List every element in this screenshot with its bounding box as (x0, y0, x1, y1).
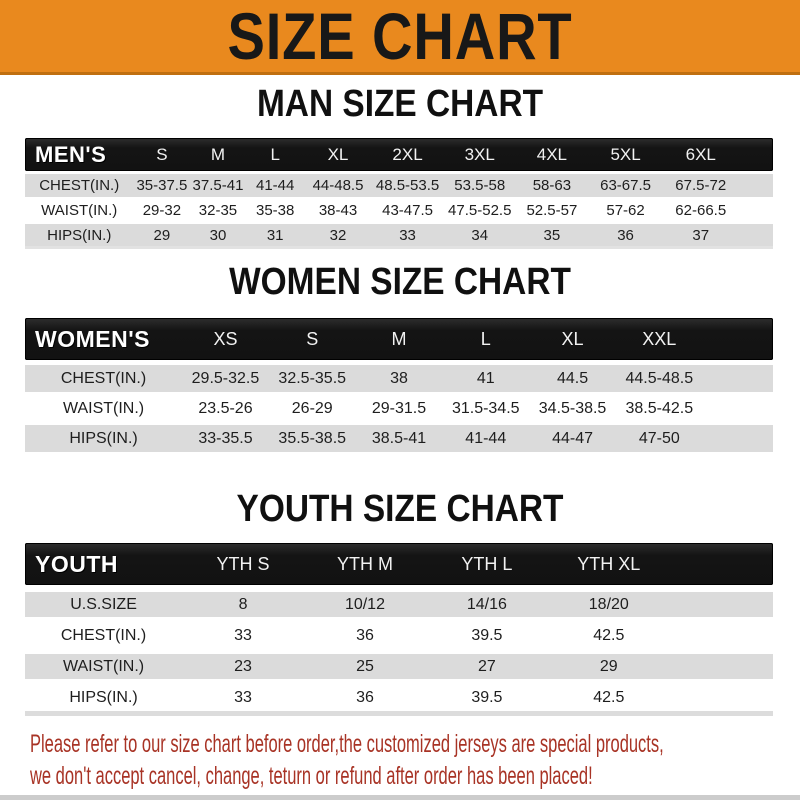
men-hips-row (25, 224, 773, 247)
women-table-header-row (25, 318, 773, 360)
cell-value: 26-29 (291, 399, 333, 417)
youth-waist-row (25, 654, 773, 679)
youth-column-header: YTH M (336, 553, 393, 574)
men-column-header: 5XL (610, 144, 641, 164)
women-column-header: XXL (642, 328, 677, 349)
men-column-header: 6XL (685, 144, 716, 164)
cell-value: 18/20 (588, 595, 629, 613)
cell-value: 33 (399, 227, 416, 244)
footer-note (30, 728, 800, 792)
footer-line-2: we don't accept cancel, change, teturn or refund after order has been placed! (30, 762, 593, 790)
cell-value: 23 (234, 657, 252, 675)
women-column-header: L (480, 328, 491, 349)
row-label: CHEST(IN.) (60, 369, 147, 387)
youth-chest-row (25, 623, 773, 648)
youth-section-heading: YOUTH SIZE CHART (236, 488, 564, 530)
cell-value: 44.5 (556, 369, 589, 387)
cell-value: 57-62 (606, 202, 645, 219)
row-label: CHEST(IN.) (39, 177, 120, 194)
men-column-header: M (210, 144, 226, 164)
men-waist-row (25, 199, 773, 222)
men-column-header: L (270, 144, 280, 164)
bottom-edge-strip (0, 795, 800, 800)
footer-line-1: Please refer to our size chart before order,the customized jerseys are special products, (30, 730, 664, 758)
cell-value: 39.5 (471, 626, 503, 644)
cell-value: 29 (599, 657, 618, 675)
cell-value: 10/12 (344, 595, 385, 613)
men-table-title: MEN'S (35, 141, 107, 167)
cell-value: 35-38 (255, 202, 295, 219)
cell-value: 39.5 (471, 688, 503, 706)
women-chest-row (25, 365, 773, 392)
cell-value: 33 (234, 688, 252, 706)
women-column-header: M (391, 328, 407, 349)
cell-value: 23.5-26 (198, 399, 253, 417)
youth-table-title: YOUTH (35, 550, 118, 577)
men-column-header: XL (327, 144, 349, 164)
row-label: WAIST(IN.) (62, 657, 145, 675)
men-column-header: 3XL (464, 144, 495, 164)
cell-value: 34.5-38.5 (538, 399, 607, 417)
cell-value: 32-35 (198, 202, 238, 219)
cell-value: 8 (238, 595, 248, 613)
cell-value: 37.5-41 (192, 177, 244, 194)
cell-value: 58-63 (532, 177, 572, 194)
women-column-header: XS (213, 328, 238, 349)
cell-value: 43-47.5 (382, 202, 433, 219)
youth-size-table (25, 543, 773, 716)
cell-value: 41-44 (465, 429, 507, 447)
women-column-header: S (306, 328, 319, 349)
cell-value: 67.5-72 (675, 177, 727, 194)
cell-value: 44-47 (552, 429, 593, 447)
men-chest-row (25, 174, 773, 197)
cell-value: 38 (390, 369, 408, 387)
cell-value: 47.5-52.5 (448, 202, 512, 219)
cell-value: 27 (477, 657, 496, 675)
cell-value: 37 (692, 227, 710, 244)
cell-value: 31.5-34.5 (451, 399, 520, 417)
women-size-table (25, 318, 773, 455)
women-table-title: WOMEN'S (35, 325, 151, 352)
cell-value: 38.5-42.5 (625, 399, 694, 417)
youth-column-header: YTH L (461, 553, 513, 574)
men-table-bottom-divider (25, 246, 773, 249)
cell-value: 62-66.5 (675, 202, 727, 219)
men-table-header-row (25, 138, 773, 171)
cell-value: 34 (471, 227, 489, 244)
youth-ussize-row (25, 592, 773, 617)
cell-value: 41 (476, 369, 495, 387)
men-size-table (25, 138, 773, 249)
cell-value: 48.5-53.5 (375, 177, 440, 194)
women-hips-row (25, 425, 773, 452)
cell-value: 53.5-58 (454, 177, 506, 194)
cell-value: 38.5-41 (371, 429, 427, 447)
cell-value: 44.5-48.5 (625, 369, 694, 387)
men-column-header: 4XL (536, 144, 568, 164)
cell-value: 29.5-32.5 (191, 369, 260, 387)
cell-value: 42.5 (593, 626, 625, 644)
row-label: HIPS(IN.) (47, 227, 112, 244)
row-label: U.S.SIZE (70, 595, 137, 613)
cell-value: 35 (543, 227, 561, 244)
youth-column-header: YTH S (216, 553, 270, 574)
row-label: CHEST(IN.) (60, 626, 147, 644)
men-column-header: S (156, 144, 168, 164)
cell-value: 30 (209, 227, 227, 244)
cell-value: 33-35.5 (198, 429, 253, 447)
row-label: HIPS(IN.) (69, 688, 138, 706)
youth-table-header-row (25, 543, 773, 585)
men-section-heading: MAN SIZE CHART (256, 83, 544, 125)
cell-value: 35.5-38.5 (278, 429, 347, 447)
men-column-header: 2XL (392, 144, 423, 164)
cell-value: 42.5 (593, 688, 625, 706)
youth-hips-row (25, 685, 773, 710)
cell-value: 41-44 (255, 177, 295, 194)
cell-value: 29-32 (142, 202, 182, 219)
cell-value: 35-37.5 (136, 177, 188, 194)
women-column-header: XL (561, 328, 584, 349)
cell-value: 36 (617, 227, 634, 244)
cell-value: 52.5-57 (526, 202, 578, 219)
cell-value: 36 (356, 688, 374, 706)
row-label: WAIST(IN.) (62, 399, 145, 417)
cell-value: 47-50 (638, 429, 680, 447)
cell-value: 44-48.5 (312, 177, 364, 194)
cell-value: 29 (153, 227, 171, 244)
cell-value: 38-43 (318, 202, 358, 219)
cell-value: 32.5-35.5 (278, 369, 347, 387)
cell-value: 36 (356, 626, 374, 644)
cell-value: 25 (356, 657, 374, 675)
youth-column-header: YTH XL (577, 553, 641, 574)
women-section-heading: WOMEN SIZE CHART (229, 261, 571, 303)
women-waist-row (25, 395, 773, 422)
cell-value: 29-31.5 (371, 399, 427, 417)
youth-table-bottom-divider (25, 711, 773, 716)
cell-value: 14/16 (466, 595, 507, 613)
row-label: HIPS(IN.) (69, 429, 138, 447)
page-title: SIZE CHART (227, 0, 573, 73)
row-label: WAIST(IN.) (41, 202, 118, 219)
banner (0, 0, 800, 75)
cell-value: 63-67.5 (600, 177, 651, 194)
cell-value: 31 (266, 227, 284, 244)
cell-value: 32 (329, 227, 347, 244)
cell-value: 33 (234, 626, 252, 644)
